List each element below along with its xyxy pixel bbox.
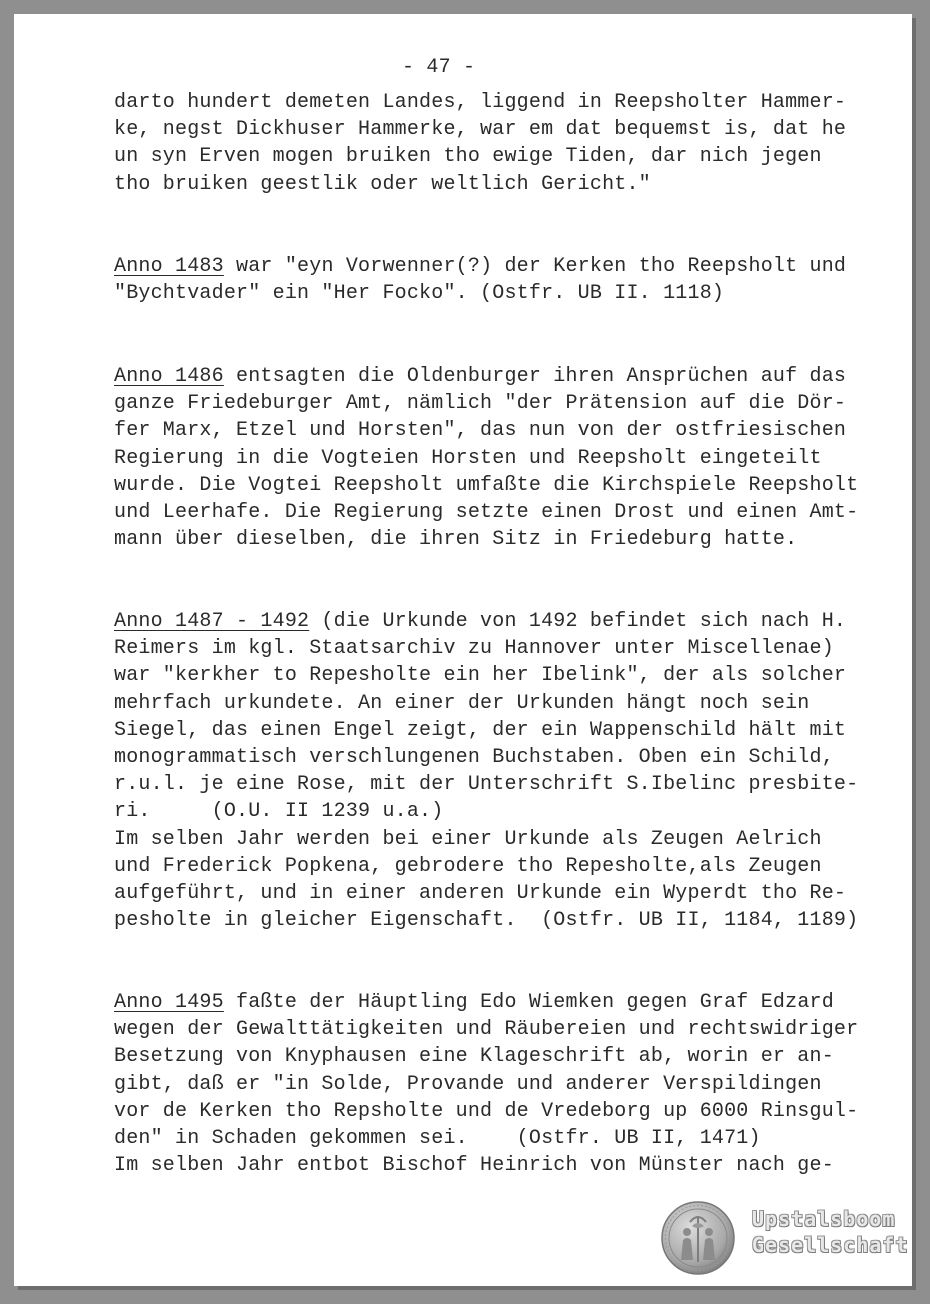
text-line: Im selben Jahr werden bei einer Urkunde als Zeugen Aelrich	[114, 827, 822, 851]
text-line: wurde. Die Vogtei Reepsholt umfaßte die Kirchspiele Reepsholt	[114, 473, 859, 497]
text-line: fer Marx, Etzel und Horsten", das nun von der ostfriesischen	[114, 419, 847, 443]
text-line: Besetzung von Knyphausen eine Klageschrift ab, worin er an-	[114, 1045, 834, 1069]
text-line: pesholte in gleicher Eigenschaft. (Ostfr. UB II, 1184, 1189)	[114, 909, 859, 933]
watermark-line-1: Upstalsboom	[752, 1207, 896, 1231]
seal-icon	[660, 1200, 736, 1276]
upstalsboom-watermark	[660, 1200, 909, 1276]
text-line: Regierung in die Vogteien Horsten und Reepsholt eingeteilt	[114, 446, 822, 470]
paragraph-anno-1483	[114, 253, 847, 307]
text-line: und Frederick Popkena, gebrodere tho Repesholte,als Zeugen	[114, 854, 822, 878]
watermark-text	[752, 1206, 909, 1258]
text-line: Reimers im kgl. Staatsarchiv zu Hannover unter Miscellenae)	[114, 637, 834, 661]
text-line: wegen der Gewalttätigkeiten und Räubereien und rechtswidriger	[114, 1018, 859, 1042]
paragraph-anno-1495	[114, 989, 859, 1179]
document-page	[14, 14, 912, 1286]
year-heading: Anno 1487 - 1492	[114, 610, 310, 633]
text-line: darto hundert demeten Landes, liggend in Reepsholter Hammer-	[114, 91, 847, 114]
text-line: aufgeführt, und in einer anderen Urkunde ein Wyperdt tho Re-	[114, 881, 847, 905]
page-number: - 47 -	[402, 56, 476, 79]
line-text: entsagten die Oldenburger ihren Ansprüchen auf das	[223, 365, 847, 388]
text-line: mehrfach urkundete. An einer der Urkunden hängt noch sein	[114, 691, 810, 715]
text-line: ganze Friedeburger Amt, nämlich "der Prätension auf die Dör-	[114, 392, 847, 416]
text-line: tho bruiken geestlik oder weltlich Gericht."	[114, 172, 651, 196]
text-line: Im selben Jahr entbot Bischof Heinrich von Münster nach ge-	[114, 1154, 834, 1178]
line-text: (die Urkunde von 1492 befindet sich nach H.	[309, 610, 847, 633]
text-line: Siegel, das einen Engel zeigt, der ein Wappenschild hält mit	[114, 718, 847, 742]
paragraph-anno-1487-1492	[114, 608, 859, 934]
text-line: war "kerkher to Repesholte ein her Ibelink", der als solcher	[114, 664, 847, 688]
text-line: vor de Kerken tho Repsholte und de Vredeborg up 6000 Rinsgul-	[114, 1099, 859, 1123]
paragraph-anno-1486	[114, 363, 859, 553]
watermark-line-2: Gesellschaft	[752, 1233, 909, 1257]
text-line: monogrammatisch verschlungenen Buchstaben. Oben ein Schild,	[114, 745, 834, 769]
text-line	[114, 608, 847, 635]
text-line	[114, 253, 847, 280]
text-line: "Bychtvader" ein "Her Focko". (Ostfr. UB II. 1118)	[114, 282, 725, 306]
text-line	[114, 363, 847, 390]
text-line: un syn Erven mogen bruiken tho ewige Tiden, dar nich jegen	[114, 145, 822, 169]
year-heading: Anno 1495	[114, 991, 224, 1014]
text-line	[114, 989, 834, 1016]
text-line: und Leerhafe. Die Regierung setzte einen Drost und einen Amt-	[114, 500, 859, 524]
text-line: r.u.l. je eine Rose, mit der Unterschrift S.Ibelinc presbite-	[114, 773, 859, 797]
line-text: war "eyn Vorwenner(?) der Kerken tho Reepsholt und	[223, 255, 847, 278]
year-heading: Anno 1483	[114, 255, 224, 278]
text-line: mann über dieselben, die ihren Sitz in Friedeburg hatte.	[114, 528, 798, 552]
line-text: faßte der Häuptling Edo Wiemken gegen Graf Edzard	[223, 991, 834, 1014]
text-line: ri. (O.U. II 1239 u.a.)	[114, 800, 444, 824]
paragraph-1	[114, 89, 847, 198]
text-line: gibt, daß er "in Solde, Provande und anderer Verspildingen	[114, 1072, 822, 1096]
year-heading: Anno 1486	[114, 365, 224, 388]
text-line: den" in Schaden gekommen sei. (Ostfr. UB II, 1471)	[114, 1126, 761, 1150]
text-line: ke, negst Dickhuser Hammerke, war em dat bequemst is, dat he	[114, 118, 847, 142]
